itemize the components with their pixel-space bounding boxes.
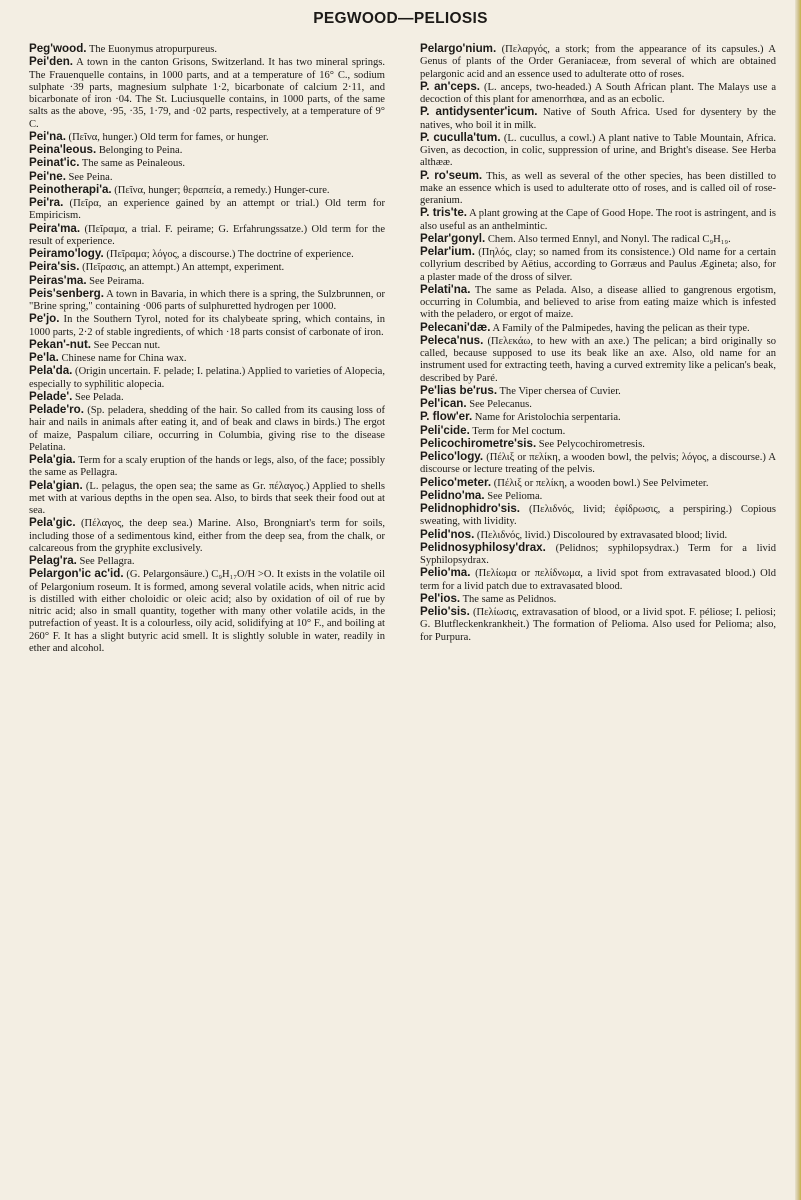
- entry-headword: Pel'ios.: [420, 591, 461, 605]
- dictionary-entry: [29, 131, 385, 144]
- entry-headword: Pei'ra.: [29, 196, 64, 209]
- entry-definition: The Euonymus atropurpureus.: [86, 44, 217, 55]
- entry-definition: Term for Mel coctum.: [469, 425, 566, 437]
- entry-definition: Belonging to Peina.: [96, 145, 183, 156]
- entry-headword: Pe'la.: [29, 351, 59, 364]
- entry-headword: Peleca'nus.: [420, 333, 484, 347]
- entry-definition: In the Southern Tyrol, noted for its chalybeate spring, which contains, in 1000 parts, 2·2 of stable ingredients, of which ·18 parts consist of carbonate of iron.: [29, 314, 385, 338]
- dictionary-entry: [420, 398, 776, 411]
- entry-headword: Pelar'ium.: [420, 245, 475, 258]
- entry-headword: Pelargo'nium.: [420, 42, 497, 55]
- entry-definition: (G. Pelargonsäure.) C₉H₁₇O/H >O. It exists in the volatile oil of Pelargonium roseum. It is formed, among several volatile acids, when nitric acid is distilled with either choloidic or oleic acid; also by oxidation of oil of rue by nitric acid; also in small quantity, together with many other volatile acids, in the putrefaction of yeast. It is a colourless, oily acid, solidifying at 10° F., and boiling at 260° F. It has a slight butyric acid smell. It is slightly soluble in water, readily in ether and alcohol.: [29, 569, 385, 654]
- entry-headword: Pelidno'ma.: [420, 488, 485, 502]
- entry-definition: A town in the canton Grisons, Switzerland. It has two mineral springs. The Frauenquelle contains, in 1000 parts, and at a temperature of 16° C., sodium sulphate ·39 parts, magnesium sulphate 1·2, bicarbonate of calcium 2·11, and bicarbonate of iron ·04. The St. Luciusquelle contains, in 1000 parts, of the same salts as the above, ·95, ·35, 1·79, and ·02 parts, respectively, at a temperature of 9° C.: [29, 57, 385, 130]
- dictionary-entry: [420, 503, 776, 529]
- dictionary-entry: [29, 197, 385, 223]
- entry-definition: Chem. Also termed Ennyl, and Nonyl. The radical C₉H₁₉.: [485, 233, 731, 245]
- dictionary-entry: [29, 339, 385, 352]
- page-edge: [795, 0, 801, 1200]
- dictionary-entry: [420, 438, 776, 451]
- entry-definition: (Πεῖρα, an experience gained by an attempt or trial.) Old term for Empiricism.: [29, 198, 385, 222]
- entry-definition: Name for Aristolochia serpentaria.: [472, 412, 621, 424]
- dictionary-entry: [420, 43, 776, 81]
- entry-headword: Peina'leous.: [29, 143, 97, 156]
- entry-headword: Peinotherapi'a.: [29, 182, 112, 196]
- left-column: [29, 43, 385, 655]
- dictionary-entry: [420, 490, 776, 503]
- dictionary-entry: [420, 385, 776, 398]
- dictionary-entry: [420, 233, 776, 246]
- entry-headword: P. tris'te.: [420, 206, 468, 220]
- entry-definition: The Viper chersea of Cuvier.: [497, 385, 621, 397]
- entry-headword: Peiramo'logy.: [29, 247, 104, 260]
- dictionary-entry: [420, 106, 776, 132]
- entry-headword: P. flow'er.: [420, 410, 473, 424]
- dictionary-entry: [29, 261, 385, 274]
- dictionary-entry: [420, 81, 776, 107]
- dictionary-entry: [420, 322, 776, 335]
- dictionary-entry: [420, 425, 776, 438]
- entry-headword: Pelicochirometre'sis.: [420, 436, 537, 450]
- entry-headword: Pel'ican.: [420, 397, 467, 410]
- entry-headword: Pelag'ra.: [29, 554, 77, 567]
- entry-definition: (L. cucullus, a cowl.) A plant native to Table Mountain, Africa. Given, as decoction, in colic, suppression of urine, and Bright's disease. See Herba althææ.: [420, 132, 776, 169]
- dictionary-entry: [29, 171, 385, 184]
- dictionary-entry: [420, 411, 776, 424]
- entry-definition: (Πελιδνός, livid.) Discoloured by extravasated blood; livid.: [474, 529, 728, 541]
- entry-definition: (Πεῖρασις, an attempt.) An attempt, experiment.: [79, 262, 285, 274]
- entry-definition: (Πέλαγος, the deep sea.) Marine. Also, Brongniart's term for soils, including those of a sedimentous kind, either from the deep sea, from the chalk, or calcareous from the gryphite exclusively.: [29, 518, 385, 554]
- entry-definition: See Pelioma.: [484, 490, 543, 502]
- dictionary-entry: [29, 288, 385, 314]
- entry-headword: P. ro'seum.: [420, 168, 483, 182]
- entry-definition: (Πεῖνα, hunger.) Old term for fames, or hunger.: [65, 131, 269, 143]
- entry-headword: Pelade'.: [29, 389, 73, 403]
- dictionary-entry: [29, 184, 385, 197]
- entry-headword: Pe'jo.: [29, 312, 60, 326]
- dictionary-entry: [29, 404, 385, 454]
- entry-definition: (Πελίωσις, extravasation of blood, or a livid spot. F. péliose; I. peliosi; G. Blutfleckenkrankheit.) The formation of Pelioma. Also used for Pelioma; also, for Purpura.: [420, 607, 776, 643]
- entry-definition: (Πελίωμα or πελίδνωμα, a livid spot from extravasated blood.) Old term for a livid patch due to extravasated blood.: [420, 568, 776, 592]
- entry-headword: Pelati'na.: [420, 282, 471, 296]
- page-header: PEGWOOD—PELIOSIS: [313, 10, 488, 27]
- entry-headword: Pelio'sis.: [420, 605, 470, 618]
- entry-headword: Peinat'ic.: [29, 156, 80, 170]
- entry-definition: (L. pelagus, the open sea; the same as Gr. πέλαγος.) Applied to shells met with at various depths in the open sea. Also, to birds that seek their food out at sea.: [29, 480, 385, 516]
- dictionary-entry: [420, 132, 776, 170]
- dictionary-entry: [29, 454, 385, 480]
- dictionary-entry: [420, 451, 776, 477]
- entry-headword: Pelecani'dæ.: [420, 320, 491, 334]
- dictionary-entry: [29, 555, 385, 568]
- entry-definition: (Πεῖνα, hunger; θεραπεία, a remedy.) Hunger-cure.: [111, 184, 330, 196]
- dictionary-entry: [29, 223, 385, 249]
- entry-headword: Pei'ne.: [29, 169, 66, 183]
- dictionary-entry: [420, 593, 776, 606]
- dictionary-entry: [29, 365, 385, 391]
- entry-definition: (L. anceps, two-headed.) A South African plant. The Malays use a decoction of this plant for amenorrhœa, and as an ecbolic.: [420, 81, 776, 105]
- entry-headword: P. an'ceps.: [420, 79, 481, 93]
- entry-headword: Pelico'meter.: [420, 475, 492, 489]
- dictionary-entry: [29, 56, 385, 131]
- entry-definition: A Family of the Palmipedes, having the pelican as their type.: [490, 322, 750, 334]
- entry-definition: See Pelycochirometresis.: [536, 438, 645, 450]
- dictionary-entry: [29, 352, 385, 365]
- dictionary-entry: [29, 144, 385, 157]
- entry-headword: Pela'gian.: [29, 478, 83, 492]
- entry-definition: See Pelecanus.: [466, 399, 532, 410]
- entry-definition: See Peirama.: [86, 275, 145, 287]
- entry-definition: See Peccan nut.: [91, 339, 161, 351]
- entry-definition: (Pelidnos; syphilopsydrax.) Term for a livid Syphilopsydrax.: [420, 542, 776, 566]
- entry-headword: Pela'gic.: [29, 516, 76, 530]
- entry-headword: Peira'sis.: [29, 260, 80, 274]
- entry-headword: Pei'den.: [29, 55, 73, 69]
- dictionary-entry: [420, 170, 776, 208]
- entry-definition: The same as Peinaleous.: [79, 158, 185, 170]
- dictionary-entry: [420, 284, 776, 322]
- entry-headword: Pelio'ma.: [420, 566, 471, 580]
- right-column: [420, 43, 776, 644]
- entry-definition: (Πηλός, clay; so named from its consistence.) Old name for a certain collyrium described by Aëtius, according to Gorræus and Paulus Ægineta; also, for a plaster made of the dross of silver.: [420, 247, 776, 283]
- entry-headword: Pelidnophidro'sis.: [420, 502, 521, 515]
- entry-headword: Peg'wood.: [29, 42, 87, 55]
- entry-definition: (Origin uncertain. F. pelade; I. pelatina.) Applied to varieties of Alopecia, especially to syphilitic alopecia.: [29, 366, 385, 390]
- entry-headword: Peli'cide.: [420, 423, 470, 437]
- dictionary-entry: [420, 542, 776, 568]
- entry-headword: Pela'gia.: [29, 453, 76, 466]
- entry-definition: (Πεῖραμα; λόγος, a discourse.) The doctrine of experience.: [103, 249, 354, 260]
- dictionary-entry: [420, 567, 776, 593]
- dictionary-entry: [29, 480, 385, 518]
- dictionary-entry: [29, 275, 385, 288]
- entry-headword: Pelar'gonyl.: [420, 231, 486, 245]
- entry-definition: (Πέλιξ or πελίκη, a wooden bowl, the pelvis; λόγος, a discourse.) A discourse or lecture treating of the pelvis.: [420, 452, 776, 476]
- entry-headword: Pela'da.: [29, 364, 73, 378]
- dictionary-entry: [29, 568, 385, 655]
- entry-definition: (Πελιδνός, livid; ἐφίδρωσις, a perspiring.) Copious sweating, with lividity.: [420, 504, 776, 528]
- dictionary-entry: [420, 335, 776, 385]
- entry-headword: Pei'na.: [29, 129, 66, 143]
- entry-definition: Term for a scaly eruption of the hands or legs, also, of the face; possibly the same as Pellagra.: [29, 455, 385, 479]
- entry-definition: (Πελεκάω, to hew with an axe.) The pelican; a bird originally so called, because supposed to use its beak like an axe. Also, old name for an instrument used for extracting teeth, having a curved extremity like a pelican's beak, described by Paré.: [420, 335, 776, 384]
- dictionary-entry: [29, 517, 385, 555]
- entry-headword: P. cuculla'tum.: [420, 130, 501, 144]
- entry-definition: This, as well as several of the other species, has been distilled to make an essence which is used to adulterate otto of roses, and is called oil of rose-geranium.: [420, 170, 776, 206]
- entry-definition: A town in Bavaria, in which there is a spring, the Sulzbrunnen, or "Brine spring," containing ·006 parts of sulphuretted hydrogen per 1000.: [29, 288, 385, 312]
- entry-definition: A plant growing at the Cape of Good Hope. The root is astringent, and is also useful as an anthelmintic.: [420, 208, 776, 232]
- entry-definition: (Πελαργός, a stork; from the appearance of its capsules.) A Genus of plants of the Order Geraniaceæ, from several of which are obtained pelargonic acid and an essence used to adulterate otto of roses.: [420, 44, 776, 80]
- entry-headword: Pekan'-nut.: [29, 337, 92, 351]
- dictionary-entry: [420, 529, 776, 542]
- entry-definition: See Peina.: [65, 171, 113, 183]
- entry-definition: (Πέλιξ or πελίκη, a wooden bowl.) See Pelvimeter.: [491, 477, 709, 489]
- entry-headword: Peis'senberg.: [29, 286, 104, 300]
- dictionary-entry: [29, 391, 385, 404]
- entry-definition: See Pellagra.: [76, 556, 135, 567]
- entry-headword: Pelid'nos.: [420, 527, 475, 541]
- entry-definition: Chinese name for China wax.: [58, 353, 187, 364]
- entry-definition: The same as Pelidnos.: [460, 593, 557, 605]
- entry-headword: Pe'lias be'rus.: [420, 383, 498, 397]
- entry-definition: (Sp. peladera, shedding of the hair. So called from its causing loss of hair and nails in animals after eating it, and of beak and claws in birds.) The ergot of maize, Paspalum ciliare, occurring in Columbia, giving rise to the disease Pelatina.: [29, 405, 385, 453]
- dictionary-entry: [29, 313, 385, 339]
- entry-headword: Pelargon'ic ac'id.: [29, 567, 124, 581]
- dictionary-entry: [29, 248, 385, 261]
- entry-headword: Pelico'logy.: [420, 450, 484, 463]
- entry-headword: Pelidnosyphilosy'drax.: [420, 540, 546, 554]
- entry-definition: Native of South Africa. Used for dysentery by the natives, who boil it in milk.: [420, 107, 776, 131]
- dictionary-entry: [420, 246, 776, 284]
- entry-headword: Peira'ma.: [29, 221, 81, 235]
- entry-headword: Peiras'ma.: [29, 273, 87, 287]
- dictionary-entry: [29, 157, 385, 170]
- entry-definition: The same as Pelada. Also, a disease allied to gangrenous ergotism, occurring in Columbia, and believed to arise from eating maize which is infested with the peladero, or ergot of maize.: [420, 284, 776, 321]
- dictionary-entry: [420, 606, 776, 644]
- entry-definition: (Πεῖραμα, a trial. F. peirame; G. Erfahrungssatze.) Old term for the result of experience.: [29, 223, 385, 247]
- dictionary-entry: [420, 477, 776, 490]
- dictionary-entry: [29, 43, 385, 56]
- entry-definition: See Pelada.: [72, 391, 124, 403]
- entry-headword: Pelade'ro.: [29, 403, 84, 416]
- dictionary-entry: [420, 207, 776, 233]
- entry-headword: P. antidysenter'icum.: [420, 105, 538, 119]
